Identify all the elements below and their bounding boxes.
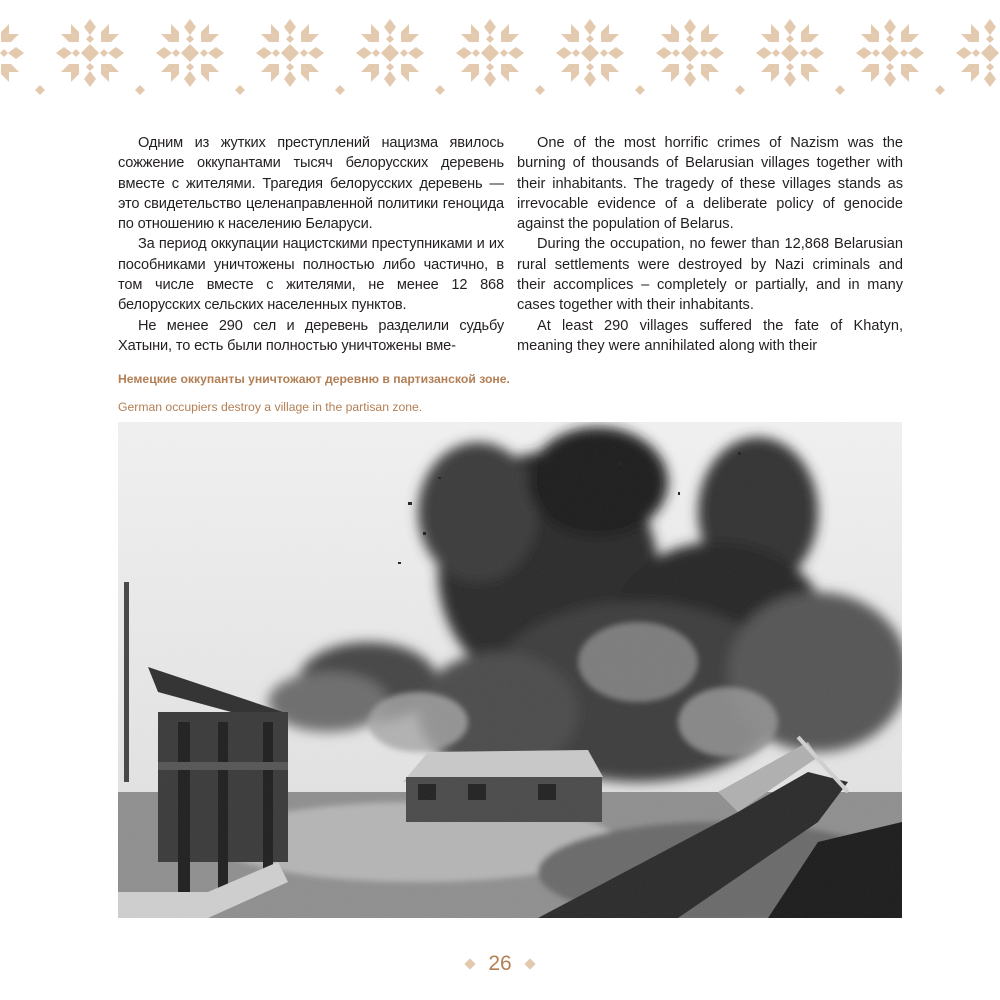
en-paragraph: During the occupation, no fewer than 12,868 Belarusian rural settlements were destroyed by Nazi criminals and their accomplices – completely or partially, and in many cases together with their inhabitants. (517, 236, 903, 314)
english-column (517, 133, 903, 356)
en-paragraph: At least 290 villages suffered the fate of Khatyn, meaning they were annihilated along with their (517, 317, 903, 354)
page-number: 26 (488, 952, 512, 975)
diamond-icon (524, 958, 535, 969)
caption-ru: Немецкие оккупанты уничтожают деревню в партизанской зоне. (118, 372, 510, 386)
diamond-icon (465, 958, 476, 969)
ru-paragraph: Одним из жутких преступлений нацизма явилось сожжение оккупантами тысяч белорусских деревень вместе с жителями. Трагедия белорусских деревень — это свидетельство целенаправленной политики геноцида по отношению к населению Беларуси. (118, 135, 504, 233)
text-columns (118, 133, 903, 363)
ornament-pattern (0, 18, 1000, 108)
ru-paragraph: За период оккупации нацистскими преступниками и их пособниками уничтожены полностью либо частично, в том числе вместе с жителями, не менее 12 868 белорусских сельских населенных пунктов. (118, 236, 504, 314)
russian-column (118, 133, 504, 356)
ru-paragraph: Не менее 290 сел и деревень разделили судьбу Хатыни, то есть были полностью уничтожены вме- (118, 317, 504, 354)
photo-captions (118, 371, 903, 415)
burning-village-photo (118, 422, 902, 918)
ornament-band (0, 18, 1000, 108)
caption-en: German occupiers destroy a village in the partisan zone. (118, 400, 423, 414)
page-footer (0, 948, 1000, 980)
archival-photo (118, 422, 902, 918)
en-paragraph: One of the most horrific crimes of Nazism was the burning of thousands of Belarusian villages together with their inhabitants. The tragedy of these villages stands as irrevocable evidence of a deliberate policy of genocide against the population of Belarus. (517, 135, 903, 233)
